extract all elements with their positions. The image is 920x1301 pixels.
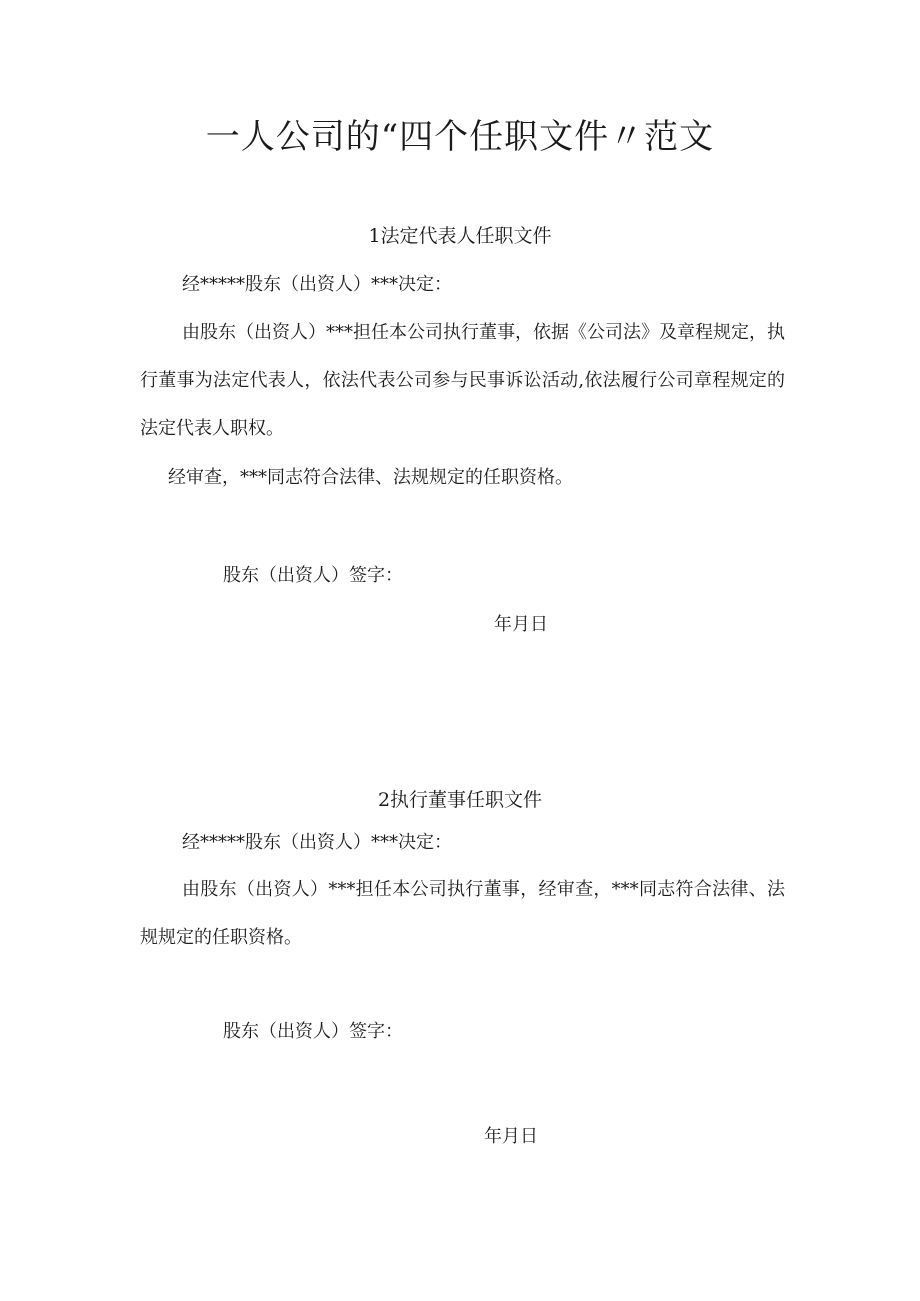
section2-signature: 股东（出资人）签字： <box>223 1021 403 1042</box>
section2-body: 由股东（出资人）***担任本公司执行董事，经审查，***同志符合法律、法规规定的任职资格。 <box>140 879 785 948</box>
section2-date: 年月日 <box>484 1126 538 1147</box>
section1-signature: 股东（出资人）签字： <box>223 565 403 586</box>
section1-body: 由股东（出资人）***担任本公司执行董事，依据《公司法》及章程规定，执行董事为法定代表人，依法代表公司参与民事诉讼活动,依法履行公司章程规定的法定代表人职权。 <box>140 322 785 439</box>
section2-heading: 2执行董事任职文件 <box>377 789 543 811</box>
section1-decision: 经*****股东（出资人）***决定： <box>182 274 452 295</box>
section1-heading: 1法定代表人任职文件 <box>368 225 552 247</box>
section1-date: 年月日 <box>494 614 548 635</box>
document-title: 一人公司的“四个任职文件〃范文 <box>205 117 715 157</box>
section1-review: 经审查，***同志符合法律、法规规定的任职资格。 <box>168 467 573 488</box>
section2-decision: 经*****股东（出资人）***决定： <box>182 832 452 853</box>
